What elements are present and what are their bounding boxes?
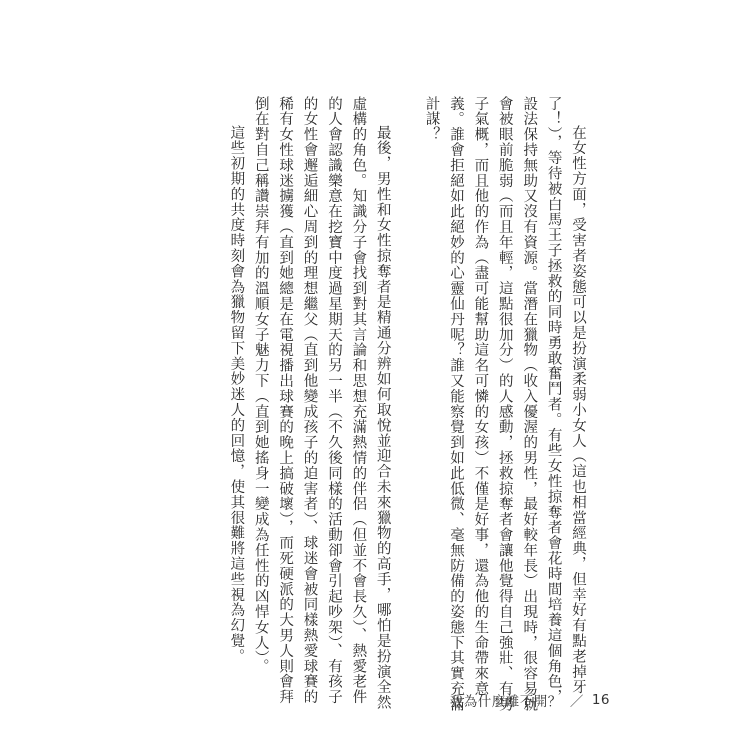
text-column: 義。誰會拒絕如此絕妙的心靈仙丹呢？誰又能察覺到如此低微、毫無防備的姿態下其實充滿 bbox=[447, 96, 464, 712]
running-title: 我為什麼離不開？ bbox=[449, 694, 562, 710]
text-column: 的女性會邂逅細心周到的理想繼父（直到他變成孩子的迫害者）、球迷會被同樣熱愛球賽的 bbox=[301, 96, 318, 705]
text-column: 的人會認識樂意在挖寶中度過星期天的另一半（不久後同樣的活動卻會引起吵架）、有孩子 bbox=[325, 96, 342, 705]
text-column: 虛構的角色。知識分子會找到對其言論和思想充滿熱情的伴侶（但並不會長久）、熱愛老件 bbox=[350, 96, 367, 705]
text-column: 子氣概，而且他的作為（盡可能幫助這名可憐的女孩）不僅是好事，還為他的生命帶來意 bbox=[472, 96, 489, 697]
page-footer bbox=[380, 688, 610, 712]
text-column: 會被眼前脆弱（而且年輕，這點很加分）的人感動，拯救掠奪者會讓他覺得自己強壯、有男 bbox=[496, 96, 513, 712]
text-column: 了！），等待被白馬王子拯救的同時勇敢奮鬥者。有些女性掠奪者會花時間培養這個角色， bbox=[545, 96, 562, 705]
text-column: 這些初期的共度時刻會為獵物留下美妙迷人的回憶，使其很難將這些視為幻覺。 bbox=[228, 125, 245, 664]
footer-separator: ／ bbox=[569, 694, 584, 710]
page-number: 16 bbox=[591, 692, 610, 708]
text-column: 最後，男性和女性掠奪者是精通分辨如何取悅並迎合未來獵物的高手，哪怕是扮演全然 bbox=[374, 125, 391, 711]
text-column: 計謀？ bbox=[423, 96, 440, 143]
text-column: 設法保持無助又沒有資源。當潛在獵物（收入優渥的男性，最好較年長）出現時，很容易就 bbox=[521, 96, 538, 712]
text-column: 倒在對自己稱讚崇拜有加的溫順女子魅力下（直到她搖身一變成為任性的凶悍女人）。 bbox=[252, 96, 269, 674]
text-column: 稀有女性球迷擄獲（直到她總是在電視播出球賽的晚上搞破壞），而死硬派的大男人則會拜 bbox=[277, 96, 294, 705]
text-column: 在女性方面，受害者姿態可以是扮演柔弱小女人（這也相當經典，但幸好有點老掉牙 bbox=[570, 125, 586, 695]
paragraph-spacer bbox=[395, 96, 419, 656]
